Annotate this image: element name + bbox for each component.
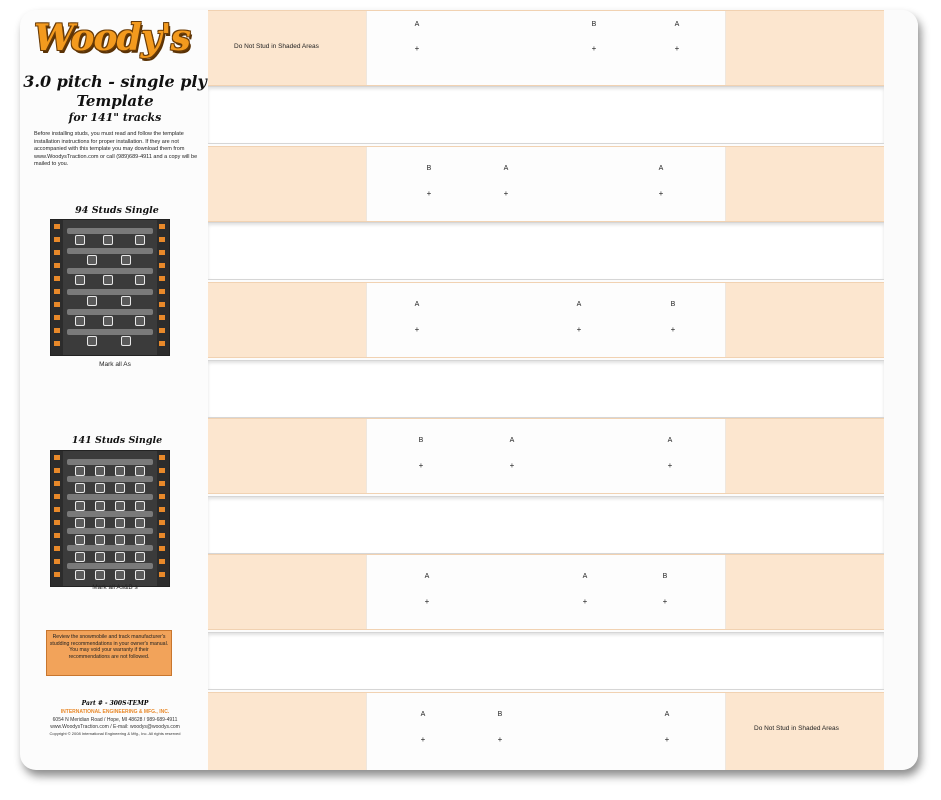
track-clip [159,572,165,577]
template-slot [208,632,884,690]
stud-icon [103,235,113,245]
stud-icon [95,466,105,476]
track-clip [54,455,60,460]
stud-label-a: A [664,711,670,718]
track-clip [54,263,60,268]
stud-icon [135,466,145,476]
track-clip [54,237,60,242]
track-clip [54,328,60,333]
track-clip [54,341,60,346]
stud-label-b: B [418,437,424,444]
track-lug [67,476,153,482]
track-clip [159,559,165,564]
stud-strip [208,146,884,222]
stud-crosshair-icon: + [582,597,588,606]
pattern-94-caption: Mark all As [99,361,131,368]
template-slot [208,222,884,280]
track-clip [159,302,165,307]
stud-crosshair-icon: + [576,325,582,334]
stud-icon [95,518,105,528]
stud-label-a: A [658,165,664,172]
stud-icon [87,255,97,265]
stud-icon [75,535,85,545]
copyright: Copyright © 2008 International Engineering & Mfg., Inc. All rights reserved [49,731,181,736]
stud-icon [135,535,145,545]
pattern-141-caption: Mark all As&B s [92,584,138,591]
template-slot [208,360,884,418]
stud-icon [87,296,97,306]
part-number: Part # - 300S-TEMP [81,700,149,707]
stud-label-a: A [503,165,509,172]
stud-icon [75,570,85,580]
track-clip [159,533,165,538]
stud-crosshair-icon: + [591,44,597,53]
stud-label-a: A [582,573,588,580]
stud-label-a: A [576,301,582,308]
stud-crosshair-icon: + [420,735,426,744]
stud-icon [75,501,85,511]
stud-icon [95,535,105,545]
stud-label-a: A [414,301,420,308]
stud-crosshair-icon: + [674,44,680,53]
stud-label-a: A [414,21,420,28]
track-clip [159,263,165,268]
stud-icon [87,336,97,346]
track-lug [67,528,153,534]
stud-icon [135,501,145,511]
track-clip [159,481,165,486]
template-slot [208,86,884,144]
pattern-141-heading: 141 Studs Single [71,435,163,446]
stud-label-b: B [591,21,597,28]
stud-icon [115,552,125,562]
stud-icon [75,235,85,245]
stud-icon [95,552,105,562]
track-clip [159,328,165,333]
stud-zone [366,283,726,357]
stud-icon [121,336,131,346]
stud-icon [135,518,145,528]
stud-icon [115,466,125,476]
track-clip [54,224,60,229]
pattern-141-track-image [50,450,170,587]
stud-zone [366,11,726,85]
stud-icon [115,483,125,493]
company-web: www.WoodysTraction.com / E-mail: woodys@woodys.com [50,724,180,730]
track-clip [54,533,60,538]
track-lug [67,459,153,465]
stud-icon [135,275,145,285]
stud-icon [135,570,145,580]
stud-zone [366,555,726,629]
board-edge [884,10,918,770]
stud-crosshair-icon: + [418,461,424,470]
stud-icon [135,235,145,245]
stud-label-a: A [674,21,680,28]
stud-crosshair-icon: + [414,325,420,334]
stud-icon [75,483,85,493]
stud-icon [75,552,85,562]
track-lug [67,563,153,569]
track-clip [159,520,165,525]
track-lug [67,268,153,274]
stud-icon [121,296,131,306]
stud-icon [121,255,131,265]
stud-icon [115,570,125,580]
track-clip [54,546,60,551]
track-clip [54,315,60,320]
stud-icon [135,316,145,326]
intro-instructions: Before installing studs, you must read and follow the template installation instructions for proper installation. If they are not accompanied with this template you may download them from www.WoodysTraction.com or call (989)689-4911 and a copy will be mailed to you. [34,131,198,167]
track-lug [67,248,153,254]
stud-zone [366,419,726,493]
track-clip [159,237,165,242]
stud-crosshair-icon: + [664,735,670,744]
stud-strip [208,10,884,86]
track-clip [159,546,165,551]
track-clip [159,507,165,512]
stud-crosshair-icon: + [670,325,676,334]
stud-strip [208,282,884,358]
stud-label-b: B [426,165,432,172]
track-clip [54,289,60,294]
stud-icon [135,552,145,562]
stud-crosshair-icon: + [658,189,664,198]
stud-crosshair-icon: + [503,189,509,198]
track-lug [67,494,153,500]
stud-icon [115,535,125,545]
stud-crosshair-icon: + [662,597,668,606]
track-clip [54,494,60,499]
template-title-tracks: for 141" tracks [68,111,162,124]
stud-icon [135,483,145,493]
template-title-pitch: 3.0 pitch - single ply [23,72,207,91]
stud-crosshair-icon: + [509,461,515,470]
track-clip [54,507,60,512]
stud-icon [75,316,85,326]
pattern-94-track-image [50,219,170,356]
track-clip [159,341,165,346]
track-lug [67,228,153,234]
track-lug [67,329,153,335]
stud-label-b: B [662,573,668,580]
stud-strip [208,692,884,770]
stud-crosshair-icon: + [497,735,503,744]
stud-icon [95,483,105,493]
warranty-warning-box: Review the snowmobile and track manufacturer's studding recommendations in your owner's manual. You may void your warranty if their recommendations are not followed. [46,630,172,676]
stud-strip [208,554,884,630]
track-lug [67,309,153,315]
stud-icon [103,275,113,285]
stud-icon [115,501,125,511]
stud-crosshair-icon: + [414,44,420,53]
track-clip [54,481,60,486]
company-address: 6054 N Meridian Road / Hope, MI 48628 / 989-689-4911 [52,717,178,723]
track-clip [54,559,60,564]
track-clip [159,494,165,499]
stud-icon [95,501,105,511]
stud-crosshair-icon: + [424,597,430,606]
track-clip [54,520,60,525]
stud-icon [75,466,85,476]
woodys-logo: Woody's [34,17,190,59]
shaded-area-note: Do Not Stud in Shaded Areas [234,43,319,50]
template-board [20,10,918,770]
track-clip [159,250,165,255]
track-clip [54,572,60,577]
stud-label-a: A [420,711,426,718]
stud-icon [115,518,125,528]
track-clip [54,302,60,307]
stud-label-a: A [509,437,515,444]
track-clip [54,276,60,281]
track-lug [67,289,153,295]
stud-label-b: B [497,711,503,718]
track-clip [159,224,165,229]
track-lug [67,511,153,517]
track-clip [159,455,165,460]
stud-zone [366,147,726,221]
template-title: Template [76,92,154,110]
stud-label-b: B [670,301,676,308]
track-clip [54,250,60,255]
track-clip [159,289,165,294]
stud-icon [103,316,113,326]
stud-label-a: A [424,573,430,580]
stud-strip [208,418,884,494]
track-clip [54,468,60,473]
stud-icon [95,570,105,580]
track-clip [159,276,165,281]
track-lug [67,545,153,551]
template-slot [208,496,884,554]
pattern-94-heading: 94 Studs Single [75,205,159,216]
track-clip [159,468,165,473]
stud-icon [75,275,85,285]
stud-label-a: A [667,437,673,444]
stud-crosshair-icon: + [426,189,432,198]
company-name: INTERNATIONAL ENGINEERING & MFG., INC. [60,709,170,715]
stud-icon [75,518,85,528]
shaded-area-note: Do Not Stud in Shaded Areas [754,725,839,732]
stud-crosshair-icon: + [667,461,673,470]
track-clip [159,315,165,320]
stud-zone [366,693,726,770]
